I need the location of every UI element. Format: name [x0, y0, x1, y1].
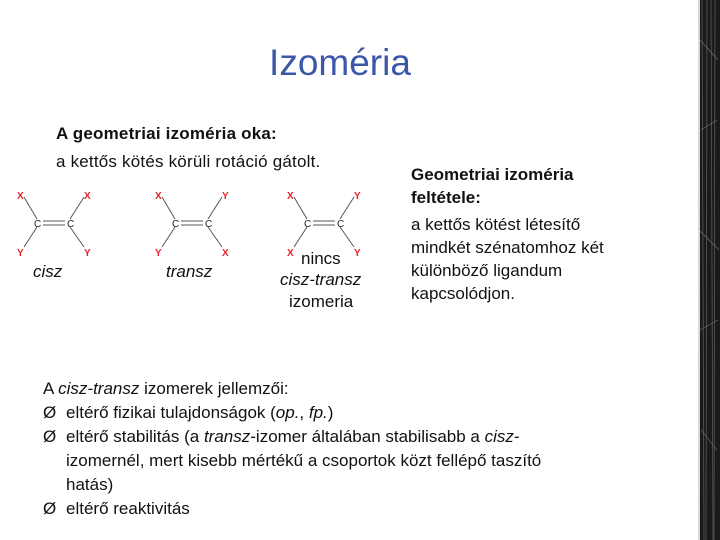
- item-text: eltérő reaktivitás: [66, 499, 190, 518]
- item-text: -: [513, 427, 520, 446]
- item-text: ,: [299, 403, 309, 422]
- atom-label: X: [222, 248, 229, 259]
- bond: [70, 197, 84, 219]
- bond: [340, 197, 354, 219]
- bond: [208, 227, 222, 247]
- item-text: ): [327, 403, 334, 422]
- atom-label: C: [67, 219, 75, 230]
- caption-no-isomerism-1: nincs: [301, 249, 341, 268]
- condition-heading: feltétele:: [411, 188, 481, 207]
- atom-label: C: [205, 219, 213, 230]
- caption-cisz: cisz: [33, 262, 63, 281]
- arrow-bullet-icon: Ø: [43, 499, 57, 518]
- condition-line: mindkét szénatomhoz két: [411, 238, 604, 257]
- caption-no-isomerism-3: izomeria: [289, 292, 354, 311]
- bond: [24, 227, 37, 247]
- arrow-bullet-icon: Ø: [43, 403, 57, 422]
- item-text: cisz: [484, 427, 514, 446]
- atom-label: Y: [155, 248, 162, 259]
- atom-label: C: [34, 219, 42, 230]
- atom-label: Y: [354, 191, 361, 202]
- item-text: -izomer általában stabilisabb a: [250, 427, 485, 446]
- molecule-transz: [150, 183, 240, 263]
- features-heading: [43, 377, 541, 401]
- bond: [24, 197, 37, 219]
- atom-label: X: [287, 191, 294, 202]
- bond: [340, 227, 354, 247]
- atom-label: Y: [17, 248, 24, 259]
- condition-line: a kettős kötést létesítő: [411, 215, 581, 234]
- transz-structure: [150, 183, 240, 263]
- features-heading-italic: cisz-transz: [58, 379, 140, 398]
- atom-label: C: [172, 219, 180, 230]
- atom-label: X: [155, 191, 162, 202]
- item-continuation: hatás): [66, 475, 114, 494]
- list-item: [43, 497, 541, 521]
- item-text: transz: [203, 427, 251, 446]
- intro-heading: A geometriai izoméria oka:: [56, 124, 277, 143]
- bond: [70, 227, 84, 247]
- item-text: eltérő fizikai tulajdonságok (: [66, 403, 276, 422]
- condition-line: kapcsolódjon.: [411, 284, 515, 303]
- bond: [208, 197, 222, 219]
- item-text: eltérő stabilitás (a: [66, 427, 204, 446]
- caption-transz: transz: [166, 262, 213, 281]
- list-item: [43, 401, 541, 425]
- item-text: fp.: [308, 403, 328, 422]
- atom-label: C: [304, 219, 312, 230]
- atom-label: Y: [84, 248, 91, 259]
- bond: [294, 197, 307, 219]
- item-text: op.: [275, 403, 300, 422]
- molecule-cisz: [12, 183, 102, 263]
- bond: [162, 227, 175, 247]
- cisz-structure: [12, 183, 102, 263]
- atom-label: Y: [354, 248, 361, 259]
- condition-line: különböző ligandum: [411, 261, 563, 280]
- features-heading-pre: A: [43, 379, 59, 398]
- condition-box: [411, 163, 604, 305]
- item-continuation: izomernél, mert kisebb mértékű a csoportok közt fellépő taszító: [66, 451, 542, 470]
- features-section: [43, 377, 541, 521]
- atom-label: X: [17, 191, 24, 202]
- page-title: Izoméria: [269, 42, 411, 83]
- arrow-bullet-icon: Ø: [43, 427, 57, 446]
- atom-label: Y: [222, 191, 229, 202]
- atom-label: C: [337, 219, 345, 230]
- bond: [294, 227, 307, 247]
- atom-label: X: [287, 248, 294, 259]
- features-heading-post: izomerek jellemzői:: [139, 379, 289, 398]
- bond: [162, 197, 175, 219]
- intro-text: a kettős kötés körüli rotáció gátolt.: [56, 152, 321, 171]
- list-item: [43, 425, 541, 449]
- atom-label: X: [84, 191, 91, 202]
- caption-no-isomerism-2: cisz-transz: [280, 270, 362, 289]
- decorative-border: [698, 0, 720, 540]
- condition-heading: Geometriai izoméria: [411, 165, 574, 184]
